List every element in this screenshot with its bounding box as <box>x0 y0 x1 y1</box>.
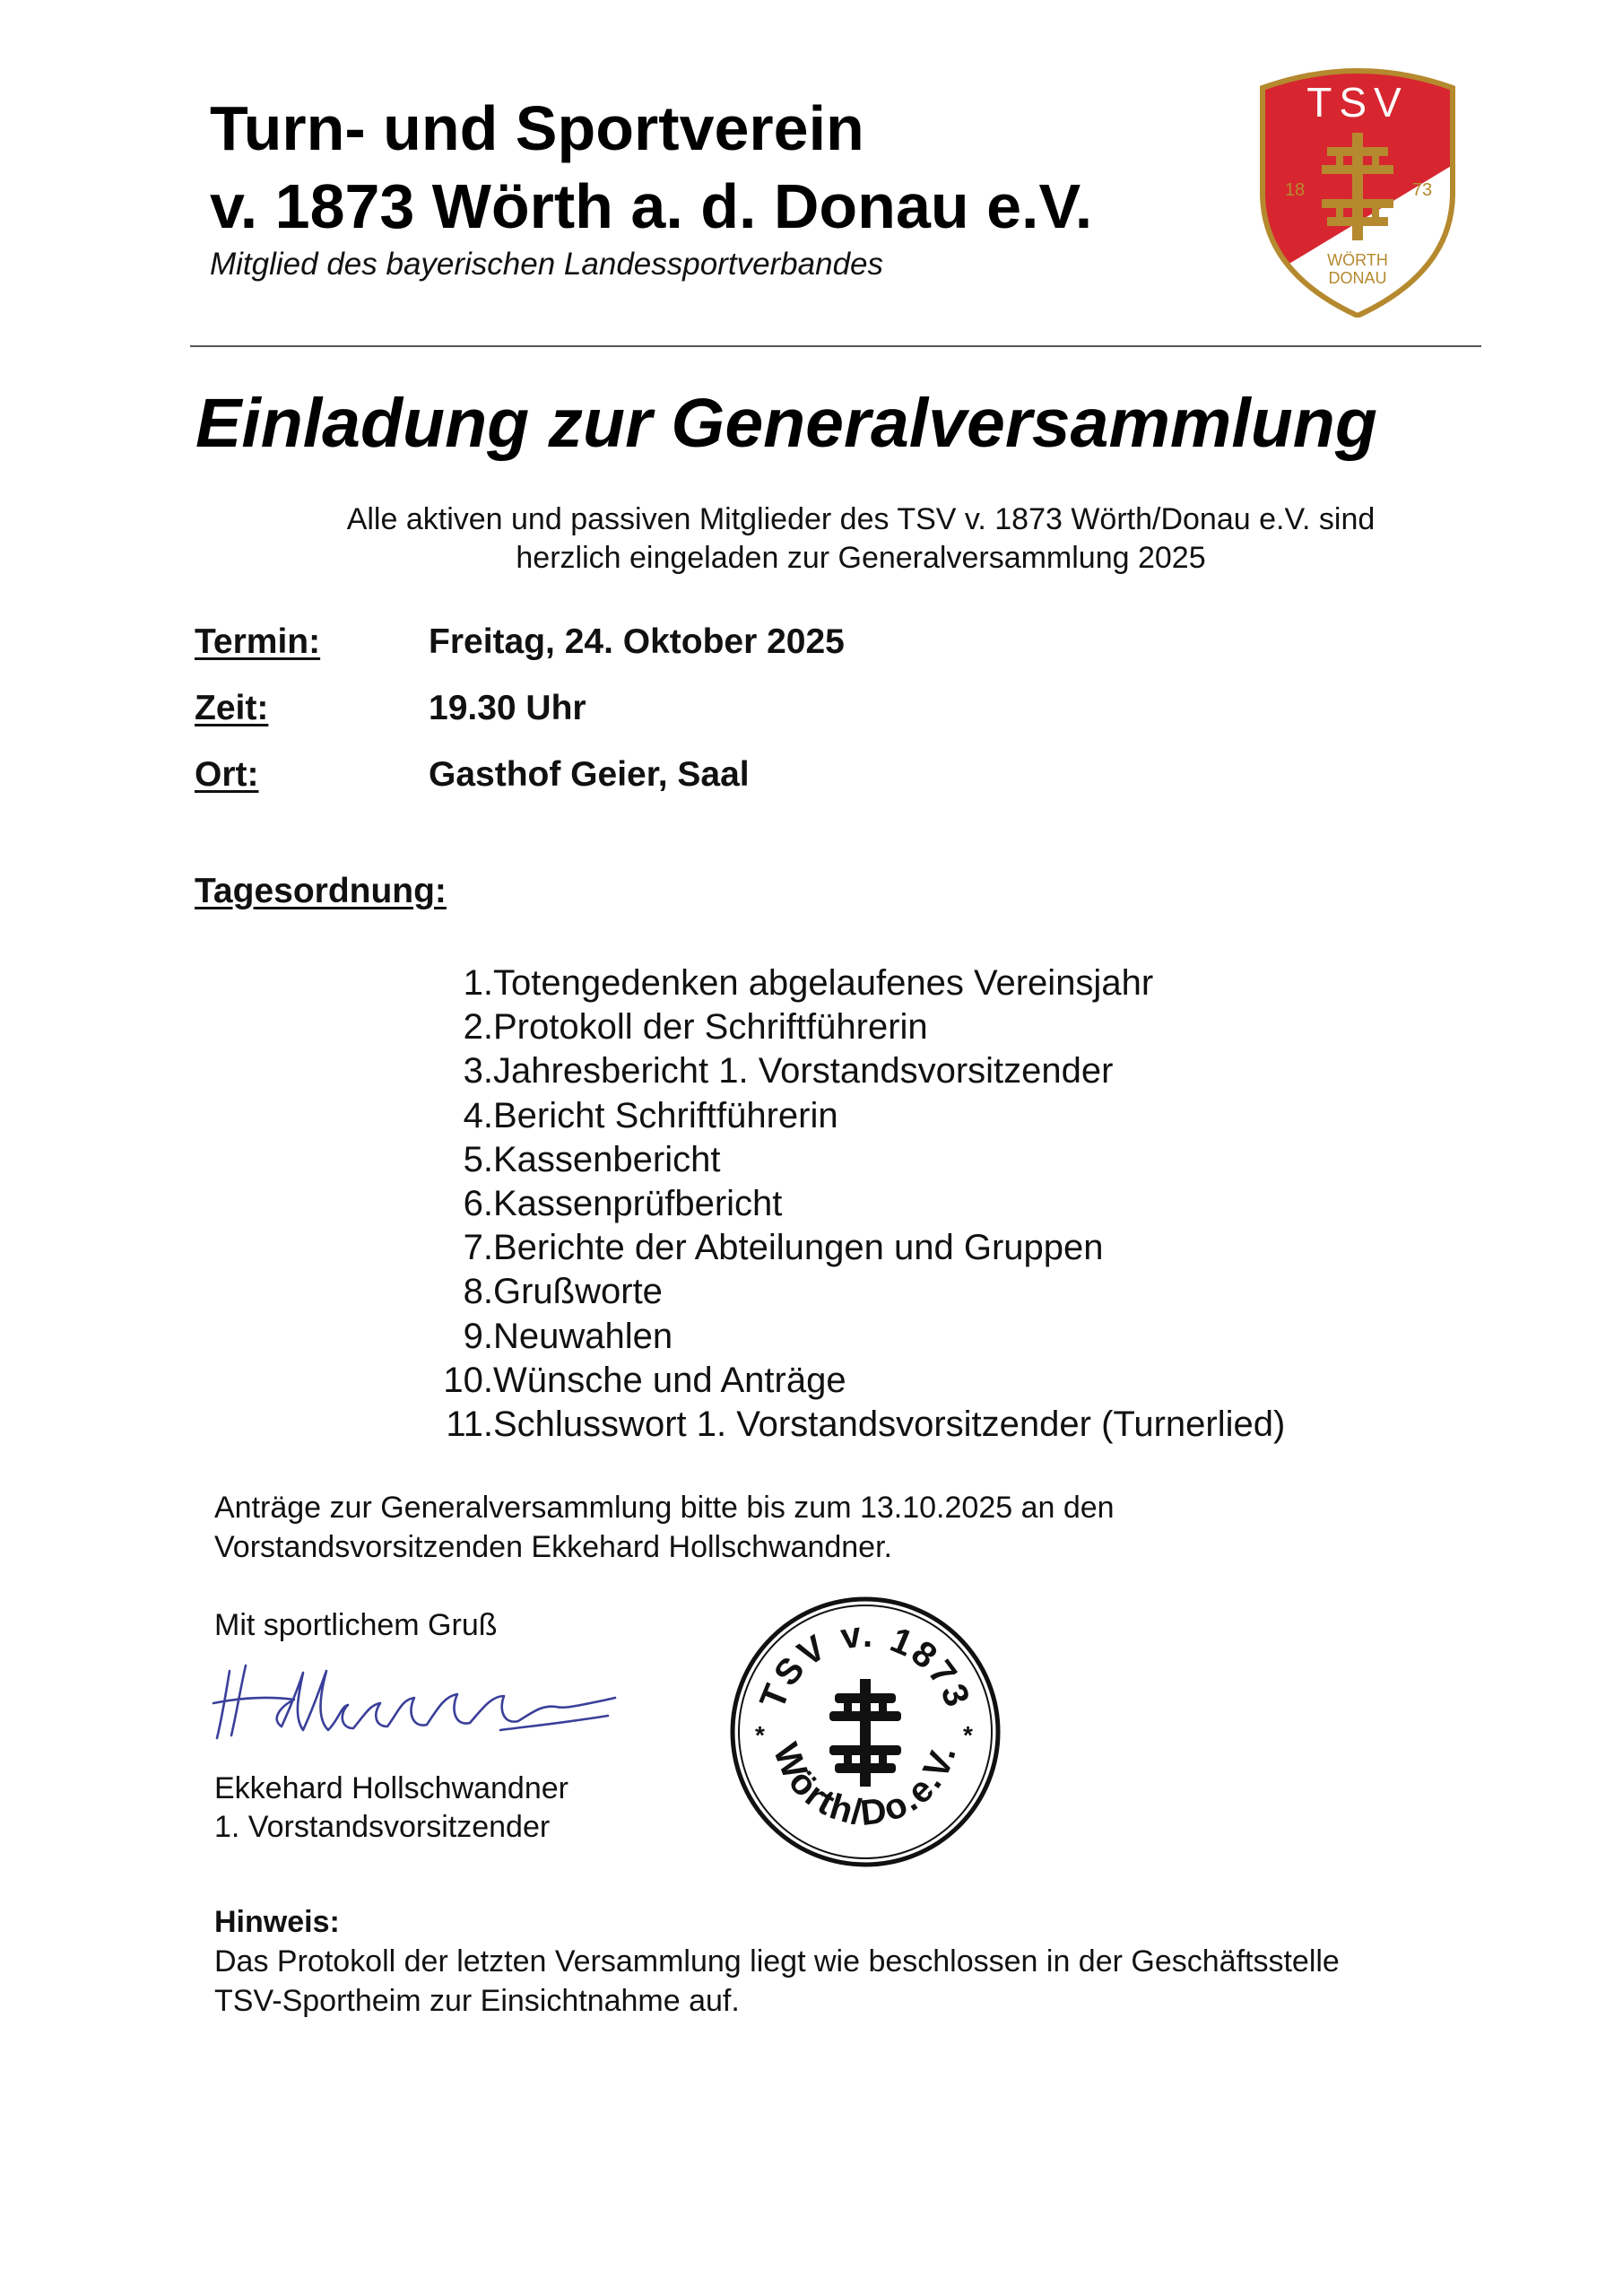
intro-line2: herzlich eingeladen zur Generalversammlung 2025 <box>516 541 1206 575</box>
agenda-item-number: 6. <box>463 1183 493 1223</box>
greeting: Mit sportlichem Gruß <box>214 1608 498 1642</box>
agenda-item-text: Protokoll der Schriftführerin <box>493 1007 928 1048</box>
zeit-value: 19.30 Uhr <box>429 689 586 727</box>
intro-text <box>0 500 1623 578</box>
agenda-item-number: 7. <box>463 1228 493 1268</box>
organization-subtitle: Mitglied des bayerischen Landessportverbandes <box>210 247 884 282</box>
agenda-item <box>0 1182 1623 1226</box>
agenda-item-text: Neuwahlen <box>493 1316 673 1356</box>
agenda-item-number: 4. <box>463 1095 493 1135</box>
logo-year-left: 18 <box>1284 180 1306 200</box>
agenda-item <box>0 1270 1623 1314</box>
agenda-item-text: Berichte der Abteilungen und Gruppen <box>493 1228 1104 1268</box>
agenda-item-number: 9. <box>463 1316 493 1356</box>
stamp-star-right: * <box>963 1721 973 1749</box>
agenda-item-text: Kassenprüfbericht <box>493 1183 783 1223</box>
signer-name: Ekkehard Hollschwandner <box>214 1771 568 1805</box>
organization-name-line2: v. 1873 Wörth a. d. Donau e.V. <box>210 171 1093 241</box>
club-stamp <box>728 1595 1002 1869</box>
logo-tsv-text: TSV <box>1306 79 1409 126</box>
logo-place-line1: WÖRTH <box>1327 251 1388 269</box>
termin-label: Termin: <box>195 622 321 661</box>
agenda-item <box>0 1315 1623 1359</box>
agenda-item <box>0 1138 1623 1182</box>
agenda-item <box>0 961 1623 1005</box>
note-line2: Vorstandsvorsitzenden Ekkehard Hollschwandner. <box>214 1530 892 1564</box>
agenda-item-text: Jahresbericht 1. Vorstandsvorsitzender <box>493 1051 1114 1091</box>
agenda-item-text: Totengedenken abgelaufenes Vereinsjahr <box>493 963 1154 1003</box>
stamp-bottom-text: Wörth/Do.e.V. <box>765 1737 965 1834</box>
signer-role: 1. Vorstandsvorsitzender <box>214 1810 551 1844</box>
zeit-label: Zeit: <box>195 689 269 727</box>
agenda-item <box>0 1094 1623 1138</box>
intro-line1: Alle aktiven und passiven Mitglieder des TSV v. 1873 Wörth/Donau e.V. sind <box>346 502 1376 536</box>
signature-image <box>204 1653 617 1752</box>
agenda-item <box>0 1359 1623 1403</box>
ort-label: Ort: <box>195 755 259 794</box>
note-line1: Anträge zur Generalversammlung bitte bis zum 13.10.2025 an den <box>214 1491 1115 1525</box>
stamp-star-left: * <box>755 1721 765 1749</box>
agenda-item-number: 1. <box>463 963 493 1003</box>
agenda-list <box>0 961 1623 1447</box>
hint-label: Hinweis: <box>214 1905 340 1939</box>
header-divider <box>190 345 1481 347</box>
agenda-item <box>0 1226 1623 1270</box>
logo-year-right: 73 <box>1411 180 1433 200</box>
agenda-item-text: Kassenbericht <box>493 1139 721 1179</box>
agenda-item-number: 8. <box>463 1272 493 1312</box>
agenda-item-text: Grußworte <box>493 1272 663 1312</box>
agenda-item-text: Bericht Schriftführerin <box>493 1095 838 1135</box>
page-title: Einladung zur Generalversammlung <box>195 385 1377 462</box>
agenda-item <box>0 1403 1623 1447</box>
agenda-item <box>0 1005 1623 1049</box>
agenda-item-number: 3. <box>463 1051 493 1091</box>
agenda-item-number: 10. <box>443 1360 493 1400</box>
organization-name-line1: Turn- und Sportverein <box>210 93 864 163</box>
agenda-item-number: 11. <box>446 1404 493 1444</box>
agenda-item <box>0 1049 1623 1093</box>
stamp-top-text: TSV v. 1873 <box>752 1614 978 1715</box>
agenda-item-text: Schlusswort 1. Vorstandsvorsitzender (Turnerlied) <box>493 1404 1286 1444</box>
agenda-label: Tagesordnung: <box>195 872 447 910</box>
club-logo <box>1254 61 1462 317</box>
agenda-item-text: Wünsche und Anträge <box>493 1360 846 1400</box>
agenda-item-number: 2. <box>463 1007 493 1048</box>
ort-value: Gasthof Geier, Saal <box>429 755 750 794</box>
termin-value: Freitag, 24. Oktober 2025 <box>429 622 845 661</box>
hint-line2: TSV-Sportheim zur Einsichtnahme auf. <box>214 1984 740 2018</box>
hint-line1: Das Protokoll der letzten Versammlung liegt wie beschlossen in der Geschäftsstelle <box>214 1944 1340 1979</box>
logo-place-line2: DONAU <box>1328 269 1387 287</box>
agenda-item-number: 5. <box>463 1139 493 1179</box>
